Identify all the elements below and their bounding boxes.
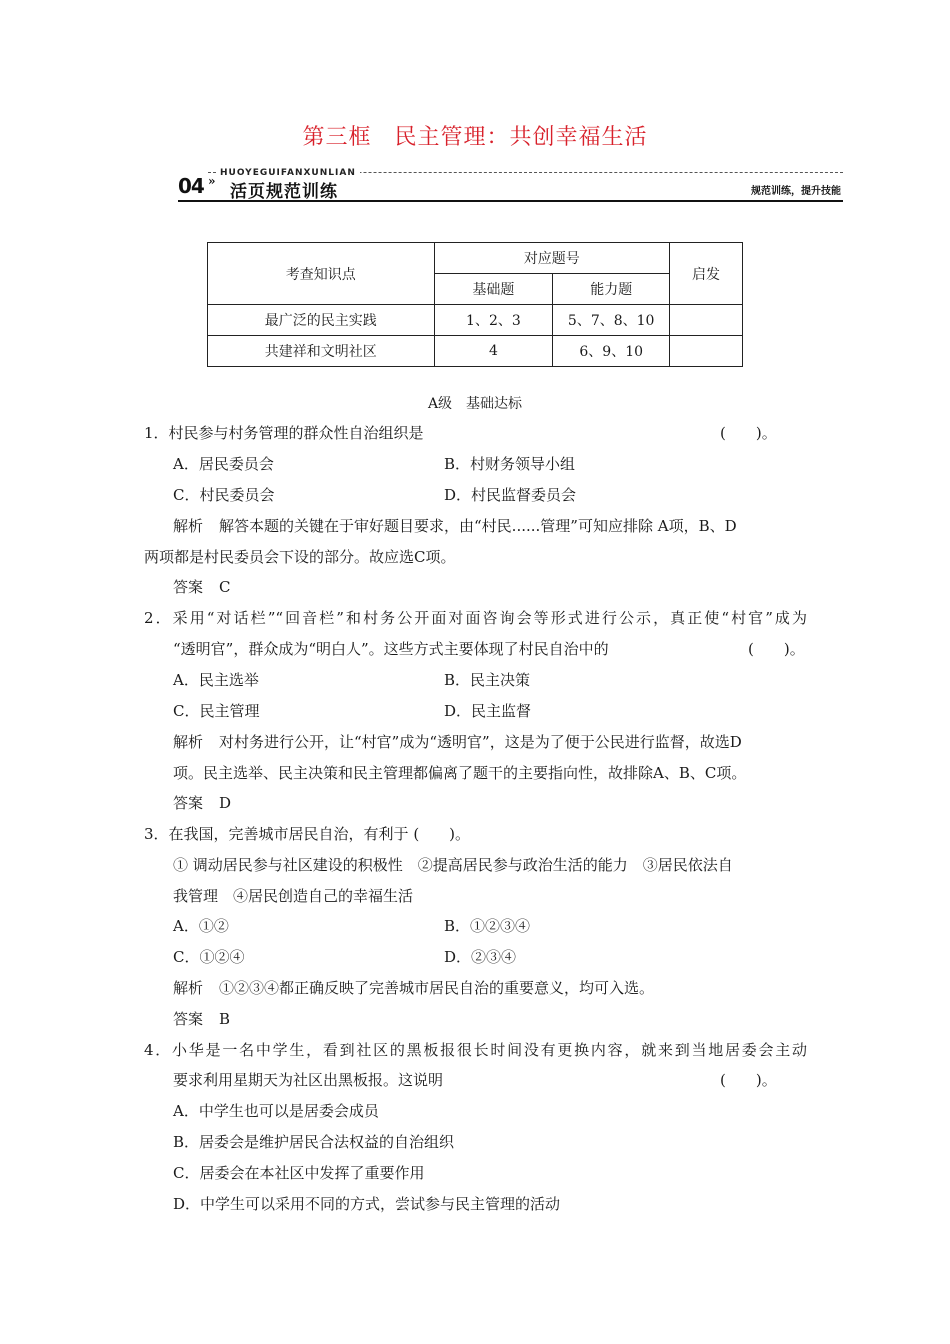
table-header-topic: 考查知识点 bbox=[208, 243, 435, 305]
table-cell-topic: 共建祥和文明社区 bbox=[208, 336, 435, 367]
table-cell-basic: 1、2、3 bbox=[434, 305, 553, 336]
q3-option-c: C．①②④ bbox=[173, 948, 245, 966]
q1-option-a: A．居民委员会 bbox=[173, 455, 274, 473]
q2-explanation-line1 bbox=[173, 731, 742, 753]
q4-option-c: C．居委会在本社区中发挥了重要作用 bbox=[173, 1164, 425, 1182]
q2-option-c: C．民主管理 bbox=[173, 702, 260, 720]
q4-option-b: B．居委会是维护居民合法权益的自治组织 bbox=[173, 1133, 455, 1151]
q1-explanation-line1 bbox=[173, 515, 737, 537]
q3-options-line1: ① 调动居民参与社区建设的积极性 ②提高居民参与政治生活的能力 ③居民依法自 bbox=[173, 856, 733, 874]
q1-answer-label: 答案 bbox=[173, 578, 204, 596]
table-row bbox=[208, 305, 743, 336]
q3-answer bbox=[173, 1008, 230, 1030]
q4-option-a: A．中学生也可以是居委会成员 bbox=[173, 1102, 379, 1120]
q4-answer-blank: ( )。 bbox=[720, 1071, 777, 1089]
banner-section-title: 活页规范训练 bbox=[230, 182, 338, 202]
q1-option-b: B．村财务领导小组 bbox=[444, 455, 576, 473]
q3-option-d: D．②③④ bbox=[444, 948, 517, 966]
q1-analysis-label: 解析 bbox=[173, 517, 204, 535]
q2-answer bbox=[173, 792, 231, 814]
q3-option-a: A．①② bbox=[173, 917, 229, 935]
q1-answer bbox=[173, 576, 231, 598]
q1-explanation-text1: 解答本题的关键在于审好题目要求，由“村民......管理”可知应排除 A项，B、D bbox=[219, 517, 737, 535]
q4-stem-line1: 4．小华是一名中学生，看到社区的黑板报很长时间没有更换内容，就来到当地居委会主动 bbox=[144, 1041, 807, 1059]
knowledge-table bbox=[207, 242, 743, 367]
q3-stem: 3．在我国，完善城市居民自治，有利于 ( )。 bbox=[144, 825, 471, 843]
q3-answer-label: 答案 bbox=[173, 1010, 204, 1028]
table-header-basic: 基础题 bbox=[434, 274, 553, 305]
q2-option-a: A．民主选举 bbox=[173, 671, 259, 689]
q2-answer-label: 答案 bbox=[173, 794, 204, 812]
table-header-group: 对应题号 bbox=[434, 243, 670, 274]
q3-analysis-label: 解析 bbox=[173, 979, 204, 997]
q4-option-d: D．中学生可以采用不同的方式，尝试参与民主管理的活动 bbox=[173, 1195, 561, 1213]
q1-option-c: C．村民委员会 bbox=[173, 486, 275, 504]
table-header-hint: 启发 bbox=[670, 243, 743, 305]
q1-explanation-line2: 两项都是村民委员会下设的部分。故应选C项。 bbox=[144, 548, 456, 566]
q2-explanation-text1: 对村务进行公开，让“村官”成为“透明官”，这是为了便于公民进行监督，故选D bbox=[219, 733, 742, 751]
table-cell-ability: 6、9、10 bbox=[553, 336, 670, 367]
level-heading: A级 基础达标 bbox=[427, 396, 523, 412]
table-cell-hint bbox=[670, 336, 743, 367]
q2-answer-value: D bbox=[219, 794, 232, 812]
banner-pinyin: HUOYEGUIFANXUNLIAN bbox=[216, 168, 360, 178]
table-row bbox=[208, 336, 743, 367]
table-cell-topic: 最广泛的民主实践 bbox=[208, 305, 435, 336]
q1-answer-value: C bbox=[219, 578, 231, 596]
q1-answer-blank: ( )。 bbox=[720, 424, 777, 442]
q3-answer-value: B bbox=[219, 1010, 231, 1028]
banner-number: 04 bbox=[178, 174, 204, 198]
table-cell-basic: 4 bbox=[434, 336, 553, 367]
q3-explanation-text: ①②③④都正确反映了完善城市居民自治的重要意义，均可入选。 bbox=[219, 979, 655, 997]
q1-stem: 1．村民参与村务管理的群众性自治组织是 bbox=[144, 424, 424, 442]
banner-arrow-icon: » bbox=[208, 174, 216, 188]
q1-option-d: D．村民监督委员会 bbox=[444, 486, 577, 504]
table-header-ability: 能力题 bbox=[553, 274, 670, 305]
q2-stem-line1: 2．采用“对话栏”“回音栏”和村务公开面对面咨询会等形式进行公示，真正使“村官”成为 bbox=[144, 609, 807, 627]
q2-answer-blank: ( )。 bbox=[748, 640, 805, 658]
banner-rule bbox=[178, 200, 843, 202]
page-title: 第三框 民主管理：共创幸福生活 bbox=[302, 125, 648, 150]
banner-slogan: 规范训练，提升技能 bbox=[751, 186, 841, 197]
q3-option-b: B．①②③④ bbox=[444, 917, 531, 935]
table-cell-ability: 5、7、8、10 bbox=[553, 305, 670, 336]
q4-stem-line2: 要求利用星期天为社区出黑板报。这说明 bbox=[173, 1071, 444, 1089]
q2-analysis-label: 解析 bbox=[173, 733, 204, 751]
section-banner bbox=[178, 168, 843, 204]
q2-explanation-line2: 项。民主选举、民主决策和民主管理都偏离了题干的主要指向性，故排除A、B、C项。 bbox=[173, 764, 747, 782]
q3-options-line2: 我管理 ④居民创造自己的幸福生活 bbox=[173, 887, 414, 905]
q2-stem-line2: “透明官”，群众成为“明白人”。这些方式主要体现了村民自治中的 bbox=[173, 640, 609, 658]
q2-option-b: B．民主决策 bbox=[444, 671, 531, 689]
table-cell-hint bbox=[670, 305, 743, 336]
q3-explanation bbox=[173, 977, 654, 999]
q2-option-d: D．民主监督 bbox=[444, 702, 532, 720]
